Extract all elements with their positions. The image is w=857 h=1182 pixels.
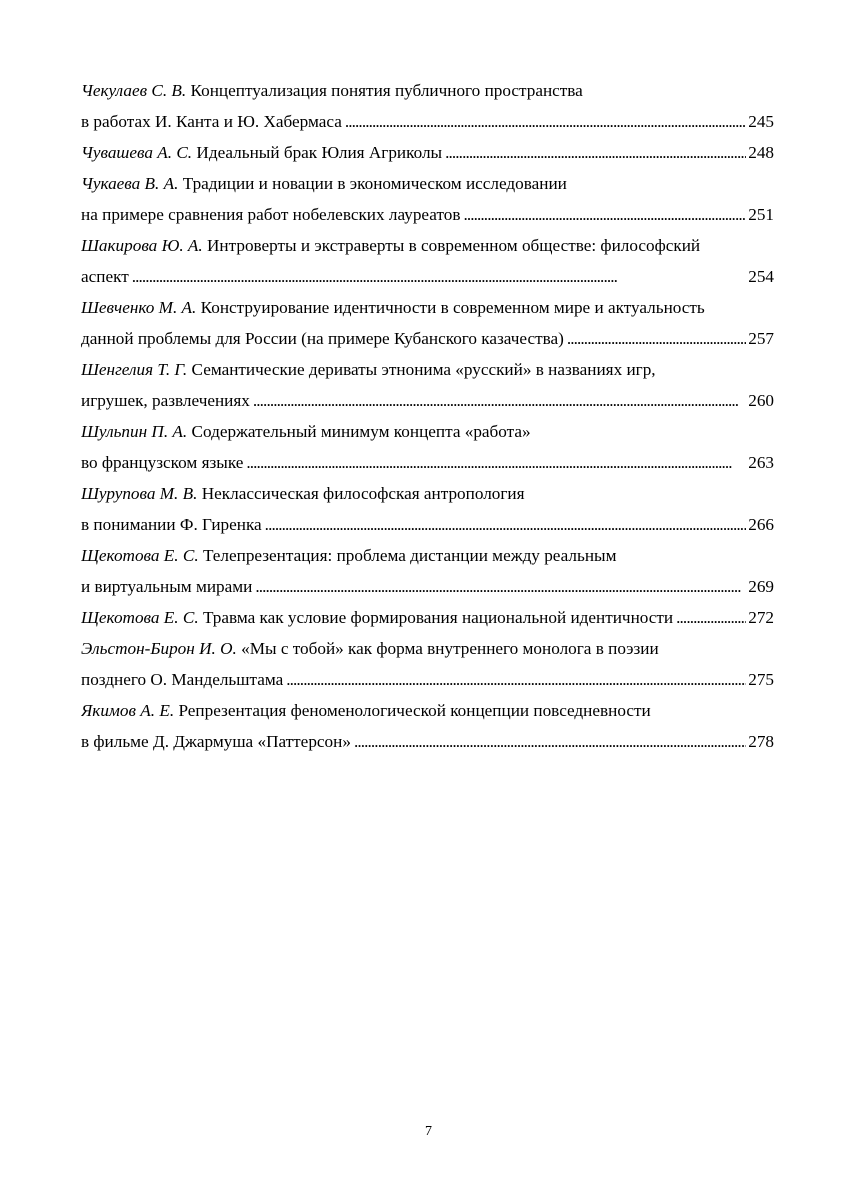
toc-entry-text: [81, 199, 460, 230]
toc-entry-line: [81, 354, 774, 385]
dot-leader: [283, 664, 746, 695]
toc-entry: [81, 75, 774, 137]
dot-leader: [564, 323, 746, 354]
toc-entry-text: [81, 261, 129, 292]
toc-entry: [81, 230, 774, 292]
toc-title: Семантические дериваты этнонима «русский» в названиях игр,: [191, 360, 656, 379]
toc-page-number: 260: [748, 391, 774, 410]
dot-leader: [243, 447, 746, 478]
toc-entry-line: [81, 633, 774, 664]
toc-entry-text: [81, 360, 656, 379]
toc-entry-text: [81, 385, 250, 416]
toc-author: Чувашева А. С.: [81, 143, 193, 162]
toc-entry-text: [81, 323, 564, 354]
toc-page-number: 278: [748, 732, 774, 751]
dot-leader: [252, 571, 746, 602]
toc-title: в работах И. Канта и Ю. Хабермаса: [81, 112, 342, 131]
toc-author: Якимов А. Е.: [81, 701, 175, 720]
toc-entry: [81, 633, 774, 695]
toc-entry-text: [81, 447, 243, 478]
toc-entry: [81, 695, 774, 757]
toc-title: позднего О. Мандельштама: [81, 670, 284, 689]
toc-entry-text: [81, 236, 700, 255]
toc-title: Традиции и новации в экономическом исследовании: [182, 174, 567, 193]
toc-entry: [81, 416, 774, 478]
toc-entry-line: [81, 695, 774, 726]
toc-entry-line: [81, 602, 774, 633]
toc-author: Шульпин П. А.: [81, 422, 188, 441]
toc-author: Чукаева В. А.: [81, 174, 179, 193]
toc-page-number: 254: [748, 267, 774, 286]
toc-entry-text: [81, 726, 351, 757]
toc-entry-text: [81, 509, 262, 540]
toc-entry-line: [81, 726, 774, 757]
dot-leader: [351, 726, 746, 757]
toc-title: аспект: [81, 267, 129, 286]
toc-author: Шевченко М. А.: [81, 298, 197, 317]
toc-entry-line: [81, 416, 774, 447]
toc-title: в фильме Д. Джармуша «Паттерсон»: [81, 732, 351, 751]
toc-entry-text: [81, 571, 252, 602]
toc-entry-text: [81, 106, 342, 137]
toc-entry-line: [81, 106, 774, 137]
toc-title: Телепрезентация: проблема дистанции между реальным: [202, 546, 617, 565]
dot-leader: [342, 106, 746, 137]
toc-entry-line: [81, 261, 774, 292]
toc-title: во французском языке: [81, 453, 244, 472]
toc-entry-text: [81, 639, 659, 658]
toc-entry-line: [81, 230, 774, 261]
table-of-contents: [81, 75, 774, 757]
toc-title: Концептуализация понятия публичного пространства: [190, 81, 583, 100]
toc-title: «Мы с тобой» как форма внутреннего монолога в поэзии: [241, 639, 659, 658]
toc-entry: [81, 540, 774, 602]
toc-title: игрушек, развлечениях: [81, 391, 250, 410]
toc-entry-line: [81, 75, 774, 106]
dot-leader: [129, 261, 747, 292]
toc-entry-line: [81, 323, 774, 354]
toc-title: Идеальный брак Юлия Агриколы: [196, 143, 443, 162]
toc-page-number: 275: [748, 670, 774, 689]
dot-leader: [262, 509, 747, 540]
toc-page-number: 245: [748, 112, 774, 131]
toc-entry: [81, 292, 774, 354]
toc-author: Шенгелия Т. Г.: [81, 360, 188, 379]
toc-title: Интроверты и экстраверты в современном обществе: философский: [207, 236, 701, 255]
toc-author: Эльстон-Бирон И. О.: [81, 639, 237, 658]
toc-page-number: 248: [748, 143, 774, 162]
dot-leader: [673, 602, 746, 633]
toc-title: данной проблемы для России (на примере Кубанского казачества): [81, 329, 564, 348]
toc-page-number: 251: [748, 205, 774, 224]
toc-entry-text: [81, 298, 705, 317]
toc-entry-text: [81, 701, 651, 720]
toc-entry-text: [81, 174, 567, 193]
toc-entry-text: [81, 602, 673, 633]
toc-entry: [81, 168, 774, 230]
toc-page-number: 257: [748, 329, 774, 348]
toc-title: Неклассическая философская антропология: [201, 484, 525, 503]
toc-author: Шакирова Ю. А.: [81, 236, 203, 255]
toc-entry-line: [81, 509, 774, 540]
toc-title: Содержательный минимум концепта «работа»: [191, 422, 531, 441]
toc-title: и виртуальным мирами: [81, 577, 253, 596]
toc-entry-line: [81, 385, 774, 416]
toc-title: Травма как условие формирования национальной идентичности: [202, 608, 674, 627]
toc-page-number: 269: [748, 577, 774, 596]
toc-entry: [81, 602, 774, 633]
toc-entry: [81, 478, 774, 540]
toc-page-number: 272: [748, 608, 774, 627]
dot-leader: [460, 199, 746, 230]
toc-entry-line: [81, 292, 774, 323]
toc-title: в понимании Ф. Гиренка: [81, 515, 262, 534]
toc-title: на примере сравнения работ нобелевских лауреатов: [81, 205, 461, 224]
toc-page-number: 266: [748, 515, 774, 534]
dot-leader: [250, 385, 746, 416]
toc-title: Конструирование идентичности в современном мире и актуальность: [200, 298, 705, 317]
toc-author: Щекотова Е. С.: [81, 546, 199, 565]
toc-entry-text: [81, 422, 531, 441]
toc-author: Щекотова Е. С.: [81, 608, 199, 627]
toc-entry-line: [81, 571, 774, 602]
toc-entry-line: [81, 540, 774, 571]
toc-entry-text: [81, 664, 283, 695]
toc-entry-line: [81, 137, 774, 168]
toc-entry: [81, 354, 774, 416]
toc-author: Шурупова М. В.: [81, 484, 198, 503]
toc-page-number: 263: [748, 453, 774, 472]
toc-entry-line: [81, 447, 774, 478]
toc-entry-line: [81, 199, 774, 230]
dot-leader: [442, 137, 746, 168]
page-number: 7: [425, 1124, 432, 1139]
toc-entry-text: [81, 137, 442, 168]
toc-entry-line: [81, 168, 774, 199]
toc-entry: [81, 137, 774, 168]
toc-entry-text: [81, 484, 525, 503]
toc-entry-line: [81, 664, 774, 695]
toc-author: Чекулаев С. В.: [81, 81, 187, 100]
toc-title: Репрезентация феноменологической концепции повседневности: [178, 701, 651, 720]
toc-entry-line: [81, 478, 774, 509]
toc-entry-text: [81, 546, 616, 565]
toc-entry-text: [81, 81, 583, 100]
